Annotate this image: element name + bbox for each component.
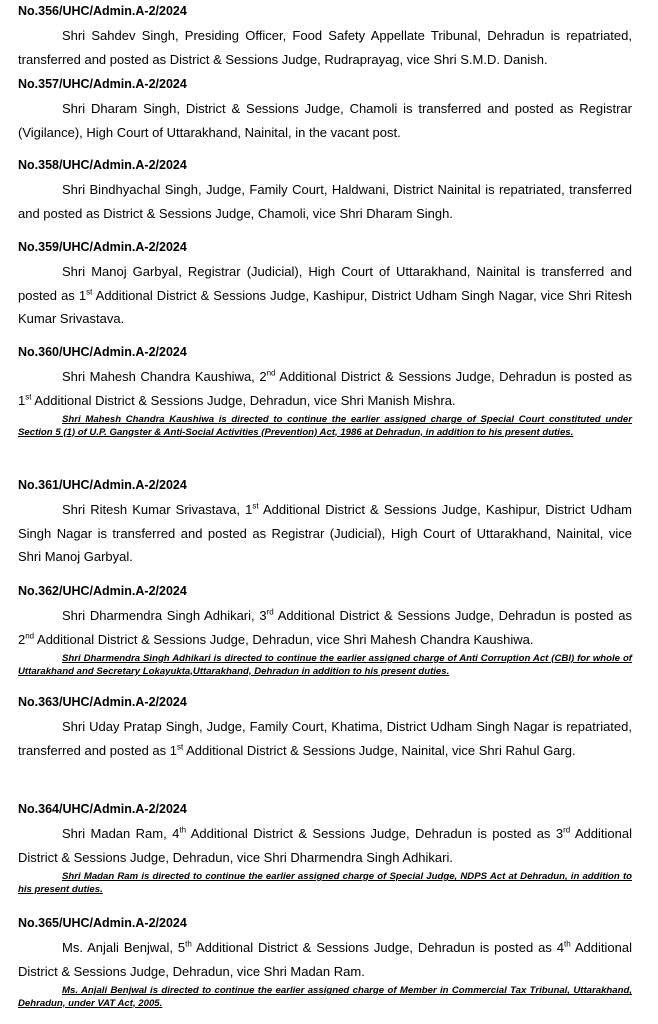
order-text-segment: Additional District & Sessions Judge, Kashipur, District Udham Singh Nagar, vice Shri Ritesh Kumar Srivastava. xyxy=(18,287,632,326)
order-text-segment: Shri Dharmendra Singh Adhikari, 3 xyxy=(62,608,267,623)
ordinal-suffix: st xyxy=(177,742,184,752)
order-text-segment: Shri Dharam Singh, District & Sessions Judge, Chamoli is transferred and posted as Registrar (Vigilance), High Court of Uttarakhand, Nainital, in the vacant post. xyxy=(18,101,632,140)
ordinal-suffix: rd xyxy=(266,607,274,617)
order-number: No.361/UHC/Admin.A-2/2024 xyxy=(18,478,187,492)
order-number: No.359/UHC/Admin.A-2/2024 xyxy=(18,240,187,254)
ordinal-suffix: nd xyxy=(266,368,276,378)
order-text-segment: Additional District & Sessions Judge, Dehradun is posted as 1 xyxy=(18,369,633,408)
ordinal-suffix: nd xyxy=(25,631,35,641)
order-text-segment: Shri Bindhyachal Singh, Judge, Family Court, Haldwani, District Nainital is repatriated, transferred and posted as District & Sessions Judge, Chamoli, vice Shri Dharam Singh. xyxy=(18,182,632,221)
order-section xyxy=(18,4,632,71)
order-text xyxy=(18,365,632,412)
order-text-segment: Additional District & Sessions Judge, Nainital, vice Shri Rahul Garg. xyxy=(183,742,576,758)
ordinal-suffix: th xyxy=(185,939,192,949)
order-number: No.356/UHC/Admin.A-2/2024 xyxy=(18,4,187,18)
order-number: No.358/UHC/Admin.A-2/2024 xyxy=(18,158,187,172)
order-number: No.357/UHC/Admin.A-2/2024 xyxy=(18,77,187,91)
order-section xyxy=(18,345,632,439)
order-text-segment: Shri Madan Ram, 4 xyxy=(62,826,180,841)
order-text-segment: Additional District & Sessions Judge, Dehradun, vice Shri Manish Mishra. xyxy=(31,392,456,408)
order-number: No.365/UHC/Admin.A-2/2024 xyxy=(18,916,187,930)
order-text-segment: Additional District & Sessions Judge, Dehradun is posted as 3 xyxy=(186,826,564,841)
order-text xyxy=(18,24,632,71)
order-text xyxy=(18,604,632,651)
additional-charge-note: Ms. Anjali Benjwal is directed to continue the earlier assigned charge of Member in Commercial Tax Tribunal, Uttarakhand, Dehradun, under VAT Act, 2005. xyxy=(18,985,632,1009)
order-number: No.363/UHC/Admin.A-2/2024 xyxy=(18,695,187,709)
order-number: No.362/UHC/Admin.A-2/2024 xyxy=(18,584,187,598)
order-text-segment: Shri Sahdev Singh, Presiding Officer, Food Safety Appellate Tribunal, Dehradun is repatriated, transferred and posted as District & Sessions Judge, Rudraprayag, vice Shri S.M.D. Danish. xyxy=(18,28,632,67)
additional-charge-note: Shri Dharmendra Singh Adhikari is directed to continue the earlier assigned charge of Anti Corruption Act (CBI) for whole of Uttarakhand and Secretary Lokayukta,Uttarakhand, Dehradun in addition to his present duties. xyxy=(18,653,632,677)
order-section xyxy=(18,584,632,678)
ordinal-suffix: st xyxy=(252,501,259,511)
order-text xyxy=(18,936,632,983)
order-section xyxy=(18,77,632,144)
ordinal-suffix: th xyxy=(179,825,187,835)
order-section xyxy=(18,695,632,762)
order-text-segment: Shri Manoj Garbyal, Registrar (Judicial), High Court of Uttarakhand, Nainital is transferred and posted as 1 xyxy=(18,264,632,303)
order-number: No.364/UHC/Admin.A-2/2024 xyxy=(18,802,187,816)
ordinal-suffix: st xyxy=(86,287,93,297)
order-text xyxy=(18,822,632,869)
ordinal-suffix: st xyxy=(25,392,32,402)
order-text-segment: Shri Uday Pratap Singh, Judge, Family Court, Khatima, District Udham Singh Nagar is repatriated, transferred and posted as 1 xyxy=(18,719,632,758)
additional-charge-note: Shri Mahesh Chandra Kaushiwa is directed to continue the earlier assigned charge of Special Court constituted under Section 5 (1) of U.P. Gangster & Anti-Social Activities (Prevention) Act, 1986 at Dehradun, in addition to his present duties. xyxy=(18,414,632,438)
order-text-segment: Additional District & Sessions Judge, Dehradun, vice Shri Dharmendra Singh Adhikari. xyxy=(18,826,632,865)
order-text-segment: Shri Mahesh Chandra Kaushiwa, 2 xyxy=(62,369,267,384)
order-text-segment: Additional District & Sessions Judge, Dehradun, vice Shri Madan Ram. xyxy=(18,940,632,979)
order-section xyxy=(18,158,632,225)
order-text xyxy=(18,715,632,762)
order-section xyxy=(18,478,632,569)
order-text-segment: Additional District & Sessions Judge, Dehradun, vice Shri Mahesh Chandra Kaushiwa. xyxy=(34,631,534,647)
order-text xyxy=(18,498,632,569)
order-section xyxy=(18,240,632,331)
order-text-segment: Shri Ritesh Kumar Srivastava, 1 xyxy=(62,502,253,517)
order-text xyxy=(18,260,632,331)
order-text-segment: Additional District & Sessions Judge, Dehradun is posted as 4 xyxy=(191,940,565,955)
order-text-segment: Additional District & Sessions Judge, Dehradun is posted as 2 xyxy=(18,608,632,647)
order-text xyxy=(18,97,632,144)
order-text-segment: Ms. Anjali Benjwal, 5 xyxy=(62,940,186,955)
ordinal-suffix: th xyxy=(564,939,571,949)
order-text-segment: Additional District & Sessions Judge, Kashipur, District Udham Singh Nagar is transferred and posted as Registrar (Judicial), High Court of Uttarakhand, Nainital, vice Shri Manoj Garbyal. xyxy=(18,502,632,564)
order-text xyxy=(18,178,632,225)
additional-charge-note: Shri Madan Ram is directed to continue the earlier assigned charge of Special Judge, NDPS Act at Dehradun, in addition to his present duties. xyxy=(18,871,632,895)
order-section xyxy=(18,802,632,896)
ordinal-suffix: rd xyxy=(563,825,571,835)
order-number: No.360/UHC/Admin.A-2/2024 xyxy=(18,345,187,359)
order-section xyxy=(18,916,632,1010)
